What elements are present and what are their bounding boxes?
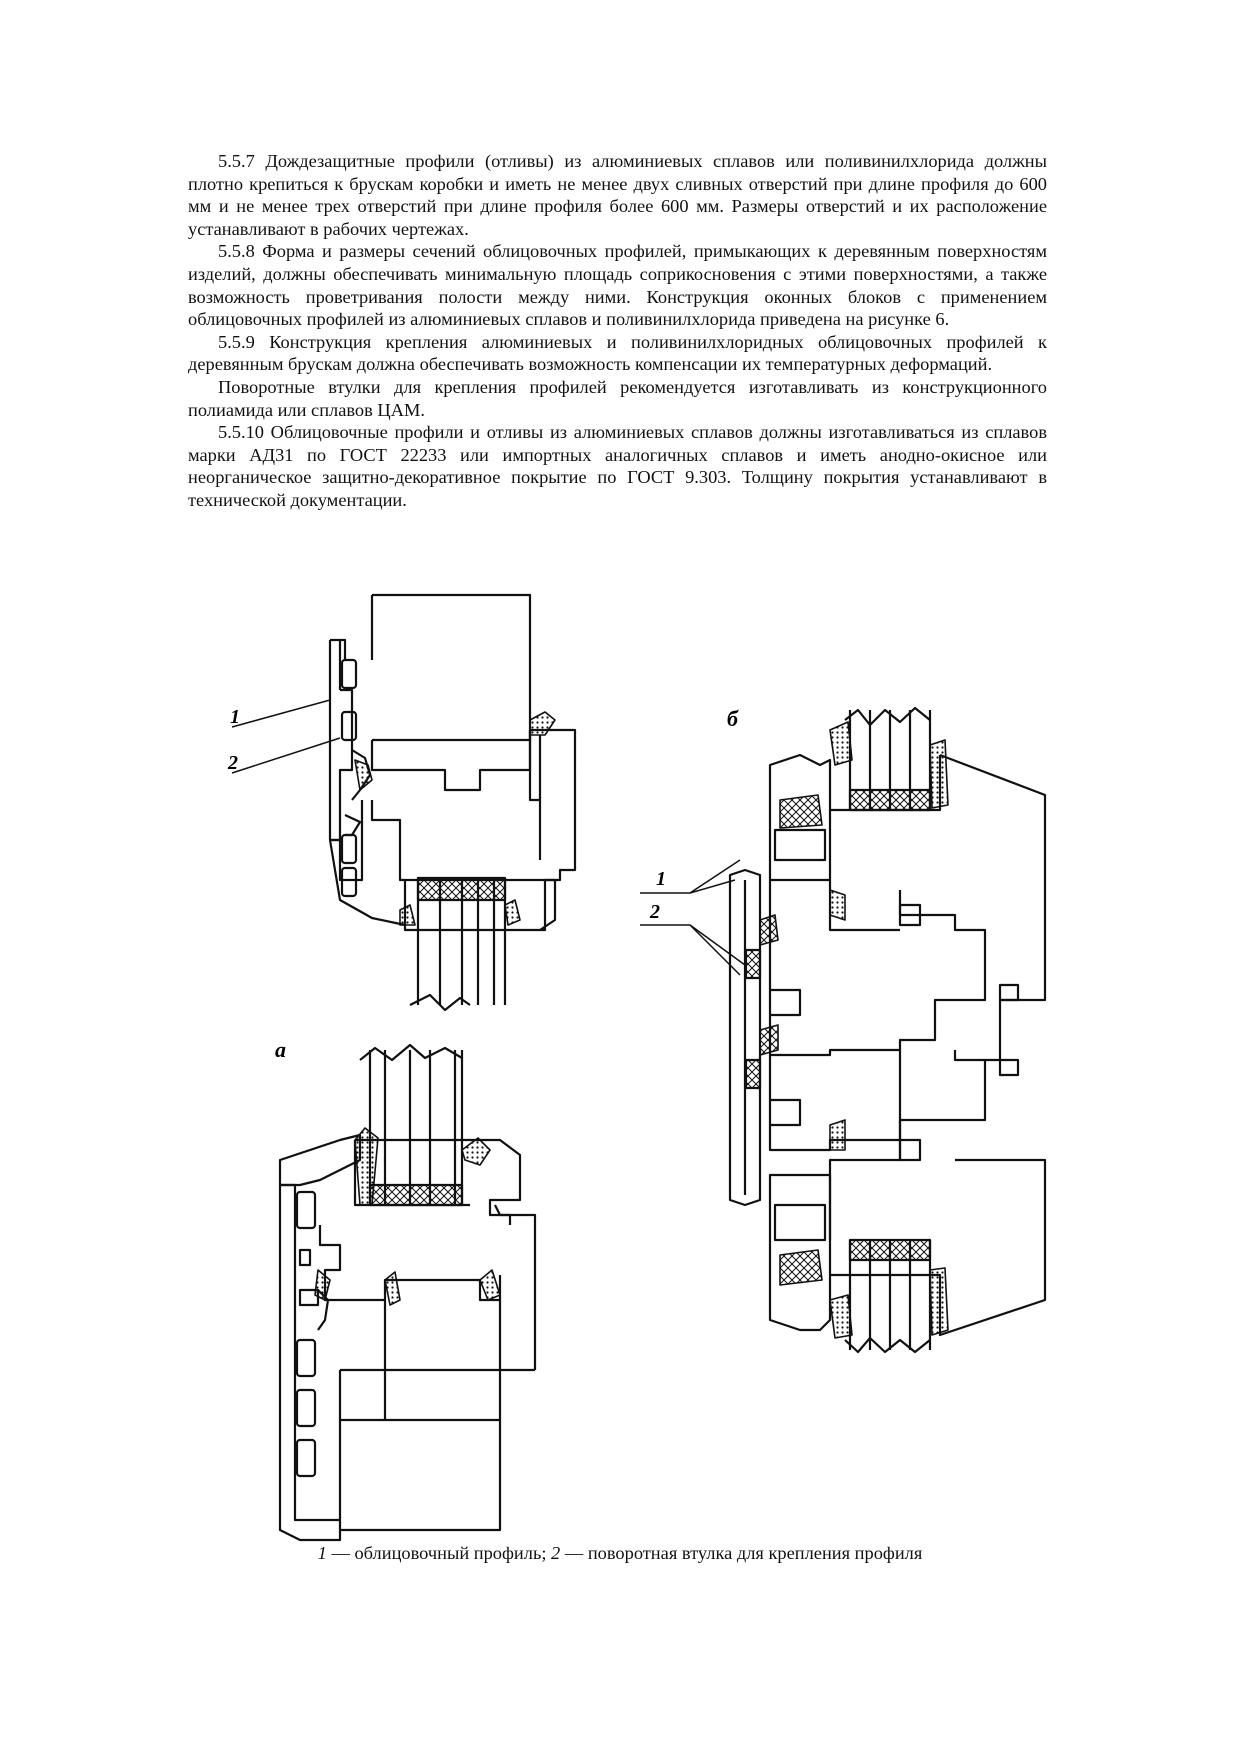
figure-label-b: б	[727, 706, 738, 731]
caption-num-1: 1	[317, 1543, 327, 1563]
paragraph-5-5-7: 5.5.7 Дождезащитные профили (отливы) из алюминиевых сплавов или поливинилхлорида должны плотно крепиться к брускам коробки и иметь не менее двух сливных отверстий при длине профиля до 600 мм и не менее трех отверстий при длине профиля более 600 мм. Размеры отверстий и их расположение устанавливают в рабочих чертежах.	[188, 151, 1047, 239]
paragraph-5-5-10: 5.5.10 Облицовочные профили и отливы из алюминиевых сплавов должны изготавливаться из сплавов марки АД31 по ГОСТ 22233 или импортных аналогичных сплавов и иметь анодно-окисное или неорганическое защитно-декоративное покрытие по ГОСТ 9.303. Толщину покрытия устанавливают в технической документации.	[188, 422, 1047, 510]
caption-text-2: — поворотная втулка для крепления профиля	[560, 1543, 923, 1563]
paragraph-5-5-9: 5.5.9 Конструкция крепления алюминиевых и поливинилхлоридных облицовочных профилей к деревянным брускам должна обеспечивать возможность компенсации их температурных деформаций.	[188, 331, 1047, 375]
figure-label-a: а	[275, 1037, 286, 1062]
callout-2-b: 2	[650, 901, 660, 923]
callout-2-a: 2	[228, 752, 238, 774]
paragraph-5-5-8: 5.5.8 Форма и размеры сечений облицовочных профилей, примыкающих к деревянным поверхностям изделий, должны обеспечивать минимальную площадь соприкосновения с этими поверхностями, а также возможность проветривания полости между ними. Конструкция оконных блоков с применением облицовочных профилей из алюминиевых сплавов и поливинилхлорида приведена на рисунке 6.	[188, 241, 1047, 330]
caption-text-1: — облицовочный профиль;	[326, 1543, 552, 1563]
drawing-a-upper	[330, 595, 575, 1010]
caption-num-2: 2	[551, 1543, 561, 1563]
leader-lines	[232, 700, 745, 975]
callout-1-a: 1	[230, 706, 240, 728]
figure-caption	[0, 1543, 1240, 1564]
callout-1-b: 1	[656, 868, 666, 890]
paragraph-bushings: Поворотные втулки для крепления профилей рекомендуется изготавливать из конструкционного полиамида или сплавов ЦАМ.	[188, 376, 1047, 420]
drawing-a-lower-seals	[315, 1128, 500, 1305]
